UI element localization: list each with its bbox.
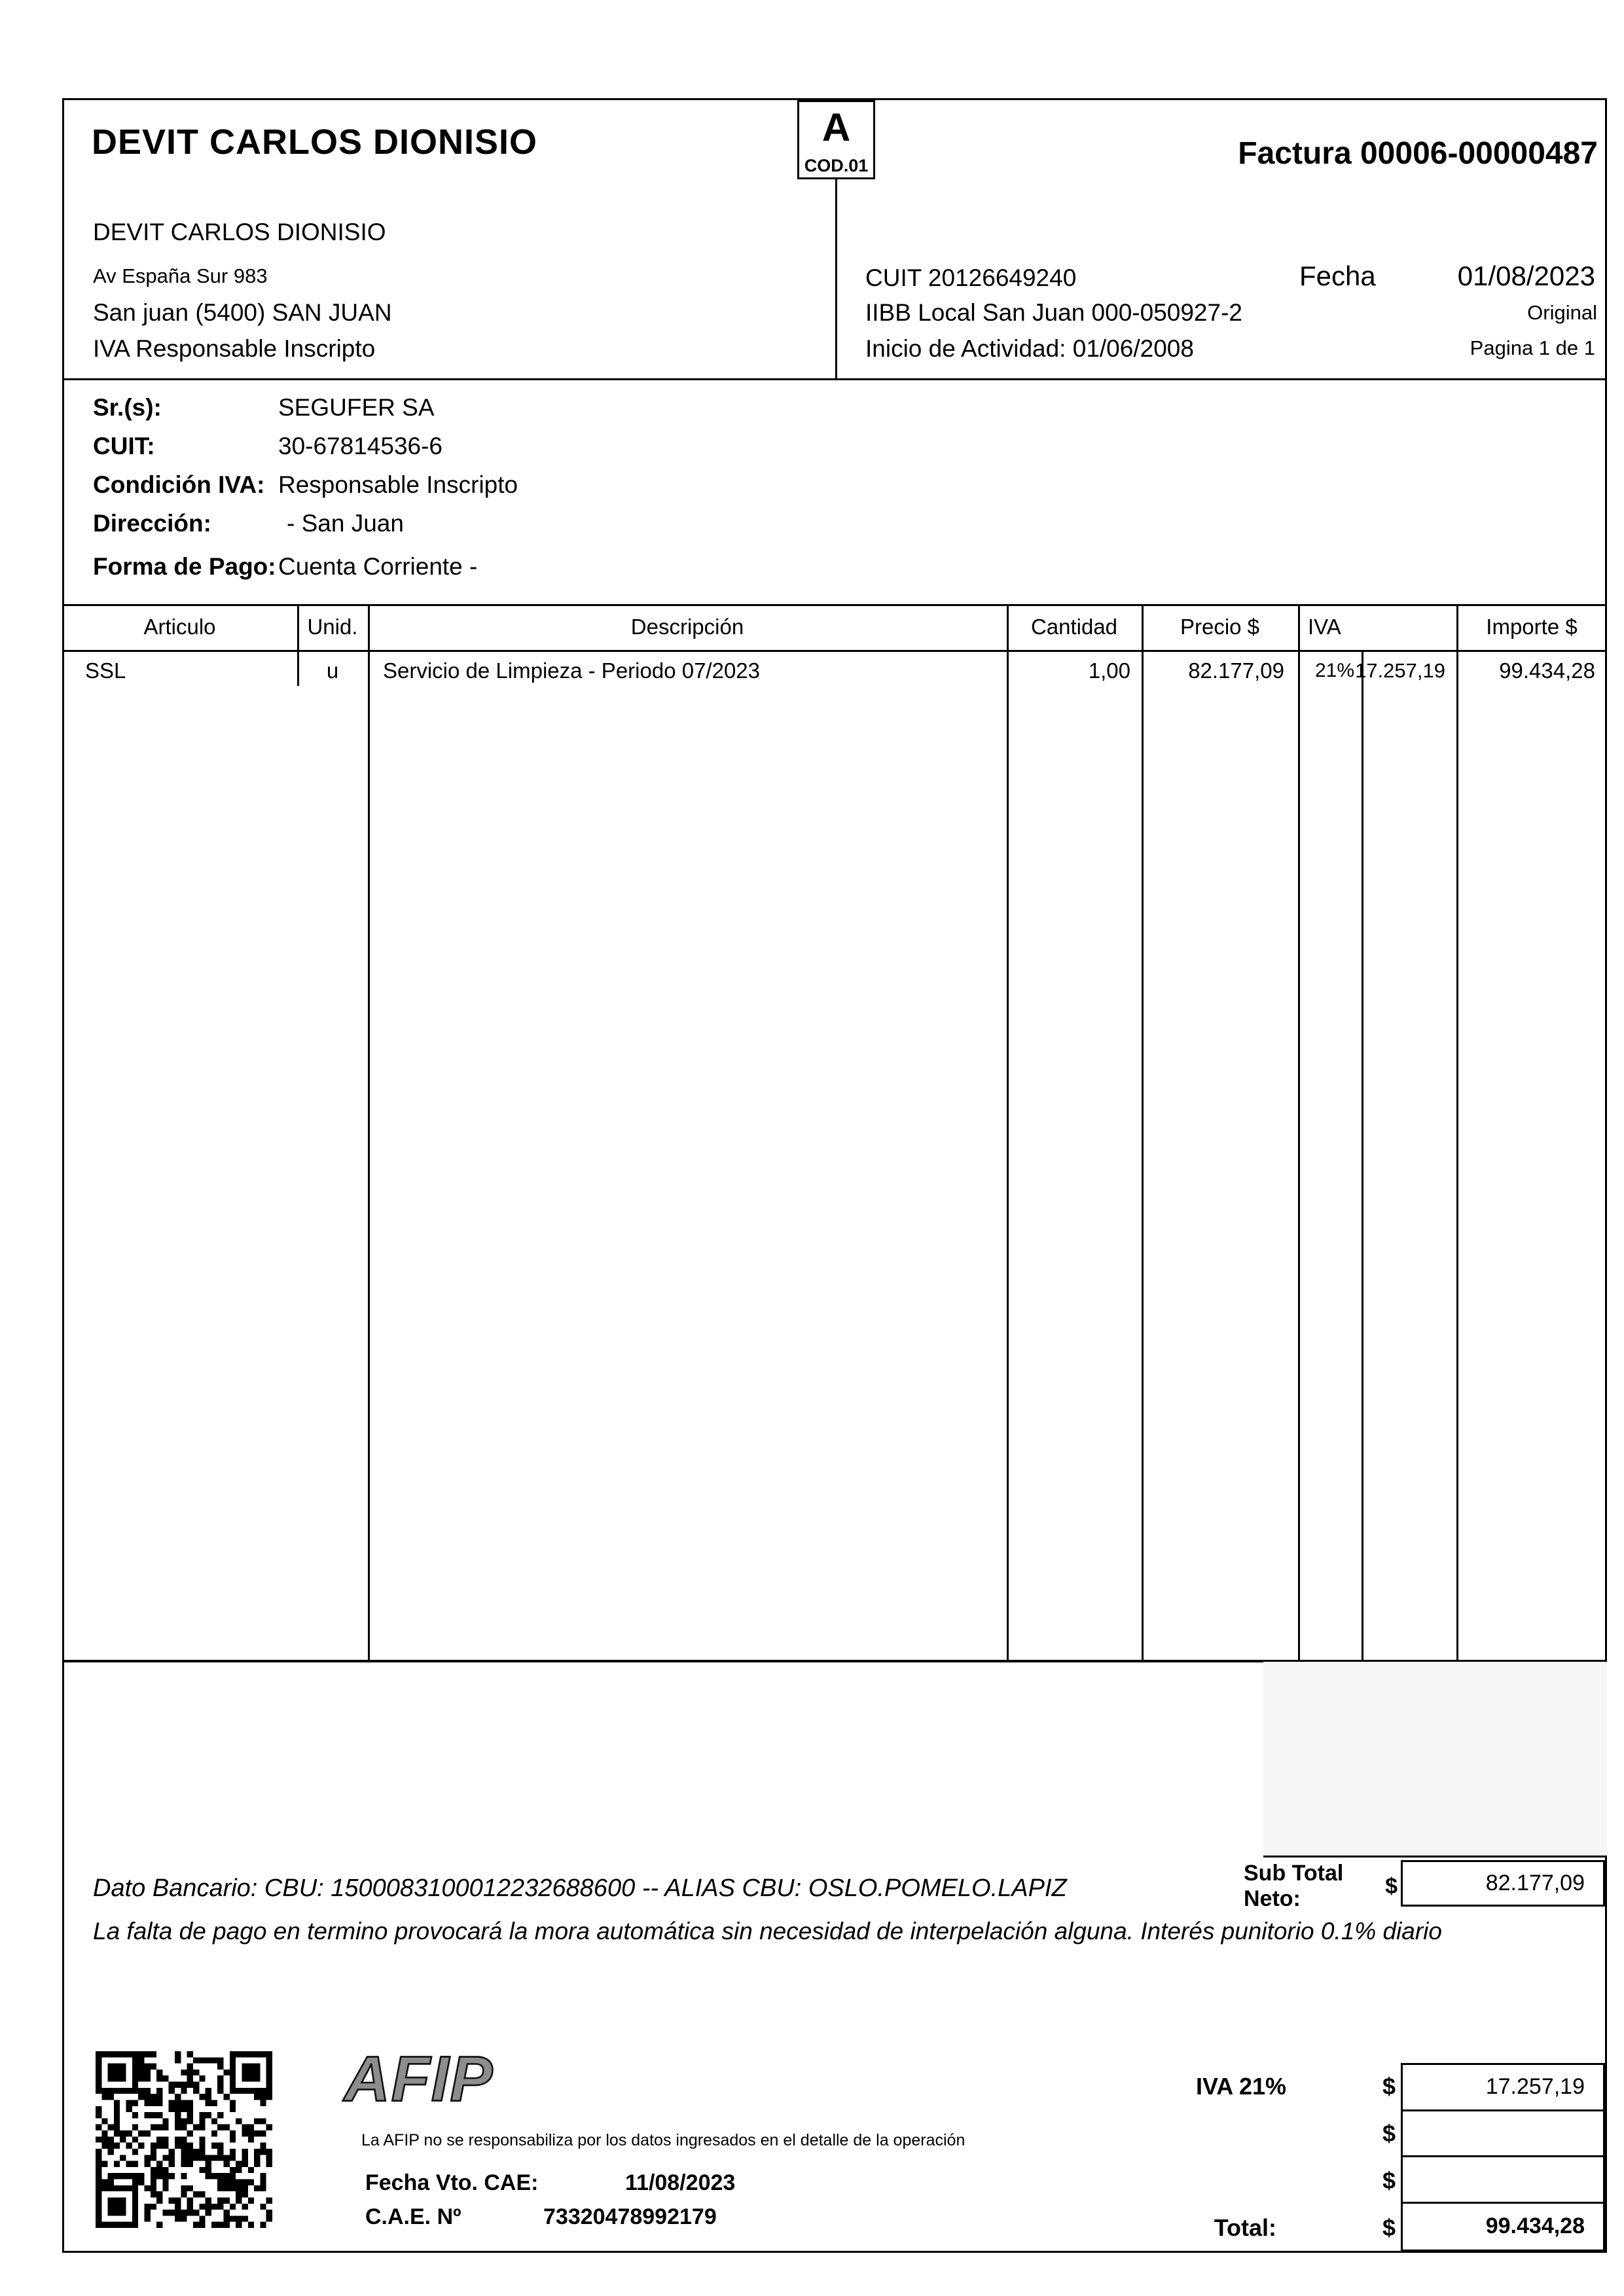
table-header-border xyxy=(62,650,1607,652)
customer-value-address: - San Juan xyxy=(287,510,404,537)
totals-cell-empty1 xyxy=(1403,2111,1603,2158)
row-unid: u xyxy=(326,658,339,683)
col-line-cantidad-precio xyxy=(1142,604,1144,1660)
row-articulo: SSL xyxy=(85,658,126,683)
date-value: 01/08/2023 xyxy=(1457,260,1595,291)
col-header-iva: IVA xyxy=(1308,615,1341,639)
emitter-iva-condition: IVA Responsable Inscripto xyxy=(93,335,376,362)
invoice-letter-code: COD.01 xyxy=(804,156,869,175)
bank-info-line: Dato Bancario: CBU: 1500083100012232688600 -- ALIAS CBU: OSLO.POMELO.LAPIZ xyxy=(93,1874,1067,1902)
emitter-address: Av España Sur 983 xyxy=(93,264,268,287)
col-line-unid-desc xyxy=(368,604,370,1660)
row-descripcion: Servicio de Limpieza - Periodo 07/2023 xyxy=(383,658,761,683)
currency-sign-1: $ xyxy=(1382,2073,1396,2100)
col-header-cantidad: Cantidad xyxy=(1030,615,1118,639)
totals-cell-iva: 17.257,19 xyxy=(1403,2065,1603,2111)
copy-type-label: Original xyxy=(1527,301,1597,324)
company-title: DEVIT CARLOS DIONISIO xyxy=(92,122,538,162)
emitter-city: San juan (5400) SAN JUAN xyxy=(93,299,392,326)
col-header-unid: Unid. xyxy=(307,615,358,639)
totals-cell-total: 99.434,28 xyxy=(1485,2214,1585,2239)
late-payment-line: La falta de pago en termino provocará la mora automática sin necesidad de interpelación alguna. Interés punitorio 0.1% diario xyxy=(93,1918,1442,1945)
totals-box xyxy=(1401,2063,1605,2251)
fiscal-iibb: IIBB Local San Juan 000-050927-2 xyxy=(865,299,1242,326)
customer-value-iva: Responsable Inscripto xyxy=(278,471,518,498)
subtotal-value: 82.177,09 xyxy=(1485,1871,1585,1895)
invoice-letter-box xyxy=(797,100,875,179)
col-line-ivapct-ivaamt xyxy=(1362,650,1363,1660)
customer-label-cuit: CUIT: xyxy=(93,433,155,459)
fiscal-cuit: CUIT 20126649240 xyxy=(865,264,1077,291)
col-line-desc-cantidad xyxy=(1007,604,1009,1660)
row-importe: 99.434,28 xyxy=(1499,658,1595,683)
col-header-articulo: Articulo xyxy=(143,615,216,639)
page-number-label: Pagina 1 de 1 xyxy=(1470,336,1595,359)
afip-logo xyxy=(342,2041,577,2116)
date-label: Fecha xyxy=(1299,260,1376,291)
customer-value-name: SEGUFER SA xyxy=(278,394,435,421)
invoice-title: Factura 00006-00000487 xyxy=(1238,136,1598,171)
col-header-descripcion: Descripción xyxy=(630,615,744,639)
qr-code xyxy=(96,2051,272,2228)
totals-cell-empty2 xyxy=(1403,2157,1603,2204)
cae-due-value: 11/08/2023 xyxy=(625,2170,736,2195)
row-precio: 82.177,09 xyxy=(1188,658,1284,683)
currency-sign-4: $ xyxy=(1382,2214,1396,2241)
header-divider xyxy=(62,378,1607,380)
currency-sign-3: $ xyxy=(1382,2167,1396,2194)
customer-value-payment: Cuenta Corriente - xyxy=(278,553,478,580)
table-top-border xyxy=(62,604,1607,606)
svg-text:AFIP: AFIP xyxy=(344,2043,494,2115)
emitter-name: DEVIT CARLOS DIONISIO xyxy=(93,219,386,245)
col-line-precio-iva xyxy=(1298,604,1300,1660)
invoice-letter: A xyxy=(821,105,851,149)
fiscal-activity-start: Inicio de Actividad: 01/06/2008 xyxy=(865,335,1194,362)
subtotal-currency: $ xyxy=(1385,1873,1398,1899)
subtotal-value-box xyxy=(1401,1860,1605,1907)
row-iva-amount: 17.257,19 xyxy=(1355,659,1445,682)
subtotal-label: Sub Total Neto: xyxy=(1244,1861,1344,1911)
subtotal-label-row xyxy=(1244,1861,1398,1911)
col-header-precio: Precio $ xyxy=(1180,615,1260,639)
summary-gray-panel xyxy=(1263,1662,1607,1857)
cae-due-label: Fecha Vto. CAE: xyxy=(365,2170,539,2195)
row-iva-pct: 21% xyxy=(1314,660,1354,681)
customer-label-address: Dirección: xyxy=(93,510,211,537)
customer-label-payment: Forma de Pago: xyxy=(93,553,276,580)
header-center-divider xyxy=(835,179,837,378)
customer-value-cuit: 30-67814536-6 xyxy=(278,433,442,459)
customer-label-iva: Condición IVA: xyxy=(93,471,265,498)
afip-disclaimer: La AFIP no se responsabiliza por los datos ingresados en el detalle de la operación xyxy=(361,2131,965,2149)
grand-total-label: Total: xyxy=(1214,2214,1276,2241)
cae-value: 73320478992179 xyxy=(543,2204,717,2229)
customer-label-name: Sr.(s): xyxy=(93,394,162,421)
row-cantidad: 1,00 xyxy=(1088,658,1130,683)
cae-label: C.A.E. Nº xyxy=(365,2204,461,2229)
col-header-importe: Importe $ xyxy=(1486,615,1578,639)
currency-sign-2: $ xyxy=(1382,2120,1396,2147)
iva-total-label: IVA 21% xyxy=(1195,2073,1286,2100)
